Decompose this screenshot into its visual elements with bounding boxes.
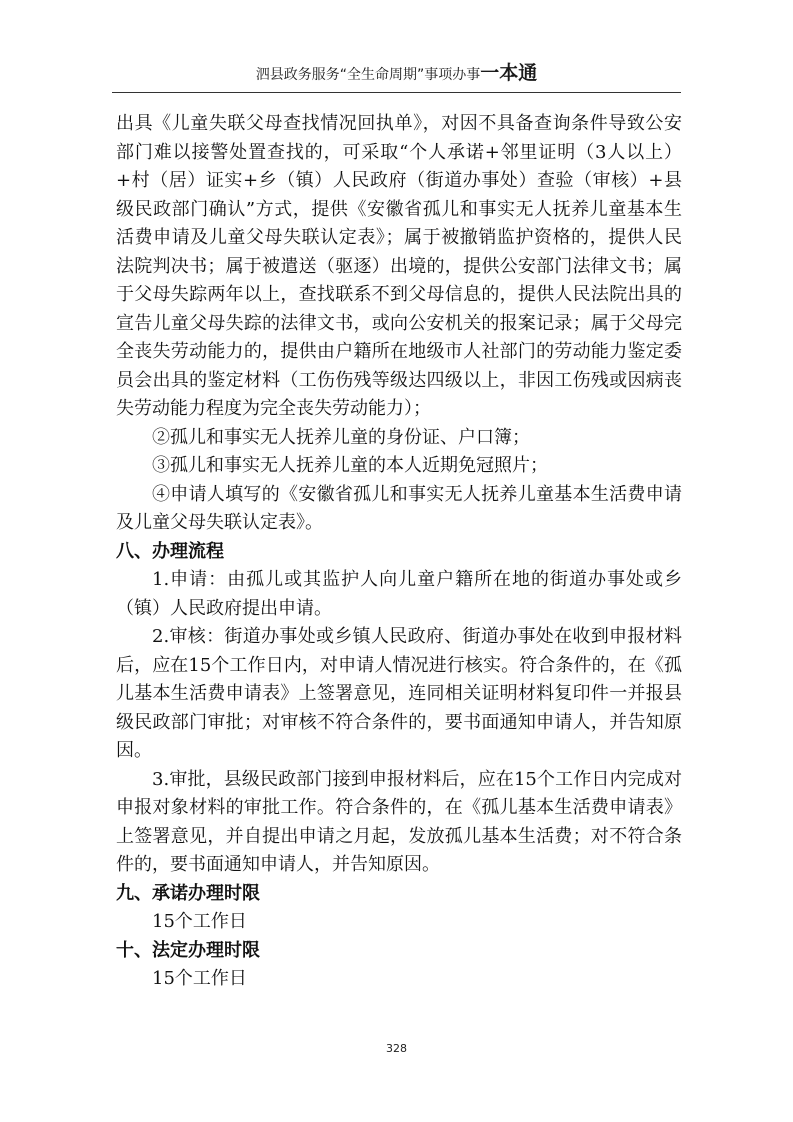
materials-item-4: ④申请人填写的《安徽省孤儿和事实无人抚养儿童基本生活费申请及儿童父母失联认定表》。 <box>116 483 682 533</box>
legal-time-value: 15个工作日 <box>152 968 247 989</box>
process-step-2: 2.审核：街道办事处或乡镇人民政府、街道办事处在收到申报材料后，应在15个工作日内，对申请人情况进行核实。符合条件的，在《孤儿基本生活费申请表》上签署意见，连同相关证明材料复印件一并报县级民政部门审批；对审核不符合条件的，要书面通知申请人，并告知原因。 <box>116 626 682 761</box>
header-text: 泗县政务服务“全生命周期”事项办事 <box>255 67 481 83</box>
header-divider <box>112 92 681 93</box>
page-body <box>116 110 682 994</box>
process-step-1: 1.申请：由孤儿或其监护人向儿童户籍所在地的街道办事处或乡（镇）人民政府提出申请。 <box>116 569 682 619</box>
section-heading-promised-time: 九、承诺办理时限 <box>116 882 260 904</box>
materials-item-3: ③孤儿和事实无人抚养儿童的本人近期免冠照片； <box>152 455 548 476</box>
promised-time-value: 15个工作日 <box>152 911 247 932</box>
page-number: 328 <box>386 1042 407 1055</box>
process-step-3: 3.审批，县级民政部门接到申报材料后，应在15个工作日内完成对申报对象材料的审批工作。符合条件的，在《孤儿基本生活费申请表》上签署意见，并自提出申请之月起，发放孤儿基本生活费；对不符合条件的，要书面通知申请人，并告知原因。 <box>116 768 682 875</box>
section-heading-process: 八、办理流程 <box>116 540 224 562</box>
materials-item-2: ②孤儿和事实无人抚养儿童的身份证、户口簿； <box>152 426 530 448</box>
running-header <box>0 63 793 85</box>
materials-paragraph: 出具《儿童失联父母查找情况回执单》，对因不具备查询条件导致公安部门难以接警处置查找的，可采取“个人承诺+邻里证明（3人以上）+村（居）证实+乡（镇）人民政府（街道办事处）查验（审核）+县级民政部门确认”方式，提供《安徽省孤儿和事实无人抚养儿童基本生活费申请及儿童父母失联认定表》；属于被撤销监护资格的，提供人民法院判决书；属于被遣送（驱逐）出境的，提供公安部门法律文书；属于父母失踪两年以上，查找联系不到父母信息的，提供人民法院出具的宣告儿童父母失踪的法律文书，或向公安机关的报案记录；属于父母完全丧失劳动能力的，提供由户籍所在地级市人社部门的劳动能力鉴定委员会出具的鉴定材料（工伤伤残等级达四级以上，非因工伤残或因病丧失劳动能力程度为完全丧失劳动能力）； <box>116 113 682 419</box>
header-emphasis: 一本通 <box>480 62 538 84</box>
section-heading-legal-time: 十、法定办理时限 <box>116 939 260 961</box>
